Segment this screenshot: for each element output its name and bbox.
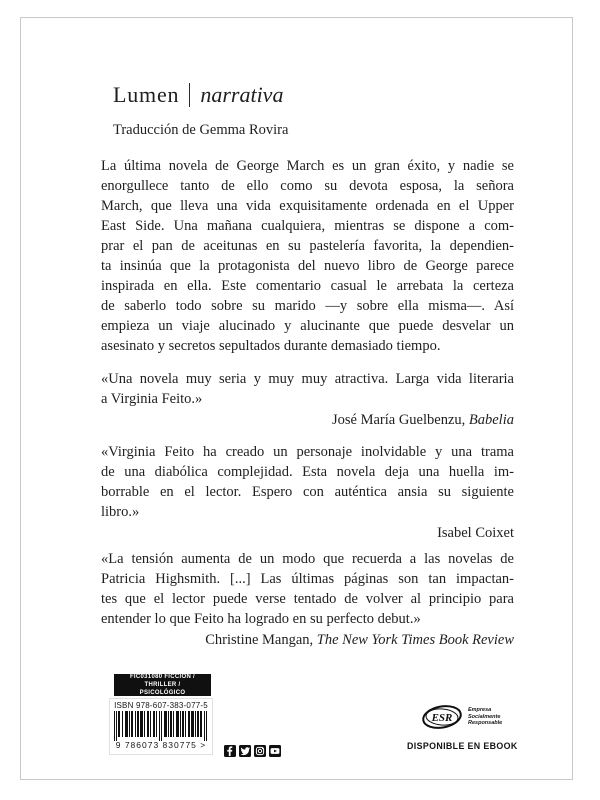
ebook-availability-notice: DISPONIBLE EN EBOOK xyxy=(407,741,518,752)
synopsis-line: March, que lleva una vida exquisitamente ordenada en el Upper xyxy=(101,198,514,214)
synopsis-line: empieza un viaje alucinado y alucinante que puede desvelar un xyxy=(101,318,514,334)
publisher-brand xyxy=(113,82,283,108)
synopsis-line: asesinato y secretos sepultados durante demasiado tiempo. xyxy=(101,338,441,354)
quote-attribution xyxy=(101,523,514,543)
quote-line: «Virginia Feito ha creado un personaje inolvidable y una trama xyxy=(101,444,514,460)
quote-guelbenzu xyxy=(101,369,514,430)
quote-attribution xyxy=(101,410,514,430)
translation-credit: Traducción de Gemma Rovira xyxy=(113,122,289,138)
attribution-source: Babelia xyxy=(468,412,514,428)
synopsis-line: de saberlo todo sobre su marido —y sobre ella misma—. Así xyxy=(101,298,514,314)
synopsis-line: prar el pan de aceitunas en su pastelería favorita, la dependien- xyxy=(101,238,514,254)
twitter-icon xyxy=(239,745,251,757)
quote-coixet xyxy=(101,442,514,543)
attribution-source: The New York Times Book Review xyxy=(316,632,514,648)
quote-line: «Una novela muy seria y muy muy atractiva. Larga vida literaria xyxy=(101,371,514,387)
quote-line: libro.» xyxy=(101,504,140,520)
synopsis-line: East Side. Una mañana cualquiera, mientras se dispone a com- xyxy=(101,218,514,234)
svg-text:ESR: ESR xyxy=(431,712,453,724)
synopsis-line: inspirada en ella. Este comentario casual le arrebata la certeza xyxy=(101,278,514,294)
synopsis-line: ta insinúa que la protagonista del nuevo libro de George parece xyxy=(101,258,514,274)
attribution-name: Christine Mangan, xyxy=(205,632,317,648)
quote-line: borrable en el lector. Espero con auténtica ansia su siguiente xyxy=(101,484,514,500)
attribution-name: José María Guelbenzu, xyxy=(331,412,469,428)
cover-page xyxy=(20,17,573,780)
category-line: FIC031080 FICCIÓN / THRILLER / xyxy=(129,674,196,688)
bisac-category-label xyxy=(114,674,211,696)
isbn-barcode xyxy=(109,698,213,755)
category-line: PSICOLÓGICO xyxy=(139,690,186,696)
quote-line: a Virginia Feito.» xyxy=(101,391,203,407)
social-icons-row xyxy=(224,745,281,757)
attribution-name: Isabel Coixet xyxy=(437,525,514,541)
esr-logo xyxy=(421,702,502,732)
instagram-icon xyxy=(254,745,266,757)
youtube-icon xyxy=(269,745,281,757)
quote-mangan xyxy=(101,549,514,650)
brand-divider xyxy=(189,83,190,107)
quote-line: Patricia Highsmith. [...] Las últimas páginas son tan impactan- xyxy=(101,571,514,587)
facebook-icon xyxy=(224,745,236,757)
quote-line: «La tensión aumenta de un modo que recuerda a las novelas de xyxy=(101,551,514,567)
quote-line: entender lo que Feito ha logrado en su perfecto debut.» xyxy=(101,611,421,627)
esr-caption: Empresa Socialmente Responsable xyxy=(468,707,503,727)
synopsis-line: La última novela de George March es un gran éxito, y nadie se xyxy=(101,158,514,174)
barcode-bars-graphic xyxy=(114,711,208,741)
synopsis xyxy=(101,156,514,356)
isbn-number: ISBN 978-607-383-077-5 xyxy=(114,701,208,710)
synopsis-line: enorgullece tanto de ello como su devota esposa, la señora xyxy=(101,178,514,194)
quote-attribution xyxy=(101,630,514,650)
quote-line: tes que el lector puede verse tentado de volver al principio para xyxy=(101,591,514,607)
publisher-logo-lumen: Lumen xyxy=(113,82,180,107)
esr-emblem-icon xyxy=(421,702,463,732)
quote-line: de una diabólica complejidad. Esta novela deja una huella im- xyxy=(101,464,514,480)
barcode-digits: 9 786073 830775 > xyxy=(115,740,207,750)
collection-name: narrativa xyxy=(200,82,284,107)
